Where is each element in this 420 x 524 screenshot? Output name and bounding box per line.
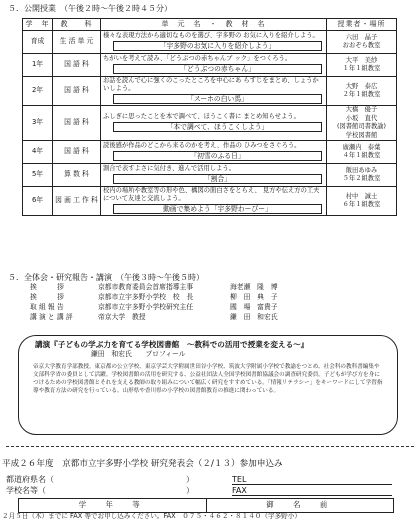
header-grade: 学 年 xyxy=(23,19,53,31)
row-unit-text: ふしぎに思ったことを本で調べて、ほうこく書に まとめ知らせよう。 xyxy=(103,113,300,121)
row-subject: 図 画 工 作 科 xyxy=(53,187,101,216)
deadline-note: ２月５日（木）までに FAX 等でお申し込みください。FAX ０７５・４６２・８１４０（宇多野小） xyxy=(2,512,301,520)
row-grade: 2年 xyxy=(23,77,53,106)
row-unit xyxy=(101,106,327,141)
prefecture-close: ） xyxy=(186,475,194,484)
header-unit: 単 元 名 ・ 教 材 名 xyxy=(101,19,327,31)
lecture-profile: 帝京大学教育学部教授。東京都の公立学校、東京学芸大学附属世田谷小学校、筑波大学附属小学校で教諭をつとめ、社会科の教科書編集や文部科学省の委員として活躍。学校図書館の活用を研究する、公益社団法人全国学校図書館協議会の調査研究委員。子どもが学び方を身につけるための学校図書館とそれを支える教師の取り組みについて幅広く研究をすすめている。「情報リテラシー」をキーワードにして学習指導や教育方法の研究を行っている。山形県や香川県の小学校の図書館教育の推進に関わっている。 xyxy=(33,364,383,395)
schedule-org: 京都市教育委員会首席指導主事 xyxy=(98,283,194,291)
lesson-table xyxy=(22,18,397,216)
row-subject: 生 活 単 元 xyxy=(53,31,101,54)
row-unit xyxy=(101,54,327,77)
row-teacher xyxy=(327,164,397,187)
cut-line xyxy=(6,446,414,447)
schedule-role: 挨 拶 xyxy=(30,283,64,291)
row-teacher xyxy=(327,54,397,77)
row-subject: 国 語 科 xyxy=(53,54,101,77)
schedule-role: 取 組 報 告 xyxy=(30,303,64,311)
schedule-name: 柳 田 典 子 xyxy=(230,293,278,301)
table-row xyxy=(23,31,397,54)
school-label: 学校名等（ xyxy=(6,486,46,495)
row-unit-text: 読後感が作品のどこから来るのかを考え、作品の ひみつをさぐろう。 xyxy=(103,142,301,150)
section-title: ５．公開授業 （午後２時〜午後２時４５分） xyxy=(8,4,172,13)
schedule-org: 帝京大学 教授 xyxy=(98,313,146,321)
tel-label: TEL xyxy=(232,475,247,484)
row-subject: 算 数 科 xyxy=(53,164,101,187)
row-teacher-line: ２年１組教室 xyxy=(342,91,381,99)
row-subject: 国 語 科 xyxy=(53,106,101,141)
attendee-header-row xyxy=(19,499,394,513)
row-unit xyxy=(101,141,327,164)
row-teacher-line: 学校図書館 xyxy=(345,131,378,139)
tel-underline xyxy=(232,484,392,485)
schedule-org: 京都市立宇多野小学校研究主任 xyxy=(98,303,194,311)
row-unit-material: 動画で集めよう「宇多野わーびー」 xyxy=(113,204,322,214)
row-unit-text: 様々な表現方法から適切なものを選び、宇多野の お気に入りを紹介しよう。 xyxy=(103,31,319,39)
fax-underline xyxy=(232,495,392,496)
row-teacher-line: １年１組教室 xyxy=(342,65,381,72)
table-row xyxy=(23,77,397,106)
row-grade: 育成 xyxy=(23,31,53,54)
attendee-grade-header: 学 年 等 xyxy=(19,499,207,513)
row-teacher-line: 六田 晶子 xyxy=(345,33,378,41)
row-unit-text: お話を読んで心に強くのこったところを中心にあ らすじをまとめ、しょうかいしよう。 xyxy=(103,77,319,92)
schedule-role: 講 演 と 講 評 xyxy=(30,313,73,321)
row-unit-material: 「割合」 xyxy=(113,174,322,184)
row-unit-text: 割合で表すよさに気付き、進んで活用しよう。 xyxy=(103,165,235,173)
schedule-item xyxy=(30,304,330,313)
row-grade: 3年 xyxy=(23,106,53,141)
fax-label: FAX xyxy=(232,486,247,495)
row-unit xyxy=(101,77,327,106)
schedule-name: 國 場 富貴子 xyxy=(230,303,278,311)
table-row xyxy=(23,54,397,77)
row-teacher-line: 廣瀬内 泰葉 xyxy=(342,143,381,151)
row-teacher-line: 飯田あゆみ xyxy=(345,166,378,174)
schedule-item xyxy=(30,314,330,323)
row-teacher-line: ４年１組教室 xyxy=(342,152,381,160)
row-unit xyxy=(101,31,327,54)
row-unit-text: 校内の場所や教室等の形や色、構図の面白さをとらえ、 見方や伝え方の工夫について友達と交流しよう。 xyxy=(103,187,320,203)
row-teacher xyxy=(327,187,397,216)
row-teacher-line: (図書館司書教諭) xyxy=(337,123,386,131)
lecture-title: 講演『子どもの学ぶ力を育てる学校図書館 〜教科での活用で授業を変える〜』 xyxy=(35,340,309,349)
table-row xyxy=(23,164,397,187)
row-unit xyxy=(101,164,327,187)
row-unit-material: 「本で調べて、ほうこくしよう」 xyxy=(113,122,322,132)
row-teacher-line: 大野 泰広 xyxy=(345,82,378,90)
row-grade: 4年 xyxy=(23,141,53,164)
row-grade: 1年 xyxy=(23,54,53,77)
schedule-role: 挨 拶 xyxy=(30,293,64,301)
table-row xyxy=(23,141,397,164)
lecture-subtitle: 鎌田 和宏氏 プロフィール xyxy=(91,350,186,358)
row-teacher-line: 村中 誠士 xyxy=(345,192,378,200)
row-teacher xyxy=(327,77,397,106)
schedule-name: 鎌 田 和宏氏 xyxy=(230,313,278,321)
schedule-item xyxy=(30,294,330,303)
schedule-name: 海老瀬 隆 博 xyxy=(230,283,278,291)
prefecture-label: 都道府県名（ xyxy=(6,475,54,484)
school-close: ） xyxy=(186,486,194,495)
schedule-org: 京都市立宇多野小学校 校 長 xyxy=(98,293,194,301)
attendee-table xyxy=(18,498,394,513)
row-teacher xyxy=(327,141,397,164)
row-teacher xyxy=(327,31,397,54)
row-teacher-line: ６年１組教室 xyxy=(342,201,381,209)
row-teacher-line: おおぞら教室 xyxy=(342,42,381,49)
row-grade: 6年 xyxy=(23,187,53,216)
row-unit-material: 「スーホの白い馬」 xyxy=(113,94,322,104)
row-unit-material: 「どうぶつの赤ちゃん」 xyxy=(113,64,322,74)
application-title: 平成２６年度 京都市立宇多野小学校 研究発表会（２/１３）参加申込み xyxy=(2,459,283,469)
schedule-item xyxy=(30,284,330,293)
header-teacher: 授業者・場所 xyxy=(327,19,397,31)
row-unit xyxy=(101,187,327,216)
row-grade: 5年 xyxy=(23,164,53,187)
row-unit-material: 「宇多野のお気に入りを紹介しよう」 xyxy=(113,41,322,51)
table-row xyxy=(23,106,397,141)
row-teacher xyxy=(327,106,397,141)
row-subject: 国 語 科 xyxy=(53,141,101,164)
row-teacher-line: 小坂 直代 xyxy=(345,114,378,122)
row-unit-material: 「初雪のふる日」 xyxy=(113,151,322,161)
table-header-row xyxy=(23,19,397,31)
lecture-box xyxy=(18,335,398,435)
row-subject: 国 語 科 xyxy=(53,77,101,106)
section-title-plenary: ５．全体会・研究報告・講演 （午後３時〜午後５時） xyxy=(8,273,204,282)
header-subject: 教 科 xyxy=(53,19,101,31)
row-unit-text: ちがいを考えて読み、「どうぶつの赤ちゃんブ ック」をつくろう。 xyxy=(103,54,292,62)
row-teacher-line: ５年２組教室 xyxy=(342,175,381,183)
table-row xyxy=(23,187,397,216)
row-teacher-line: 大橋 優子 xyxy=(345,106,378,114)
row-teacher-line: 大平 美紗 xyxy=(345,56,378,64)
attendee-name-header: 御 名 前 xyxy=(206,499,394,513)
